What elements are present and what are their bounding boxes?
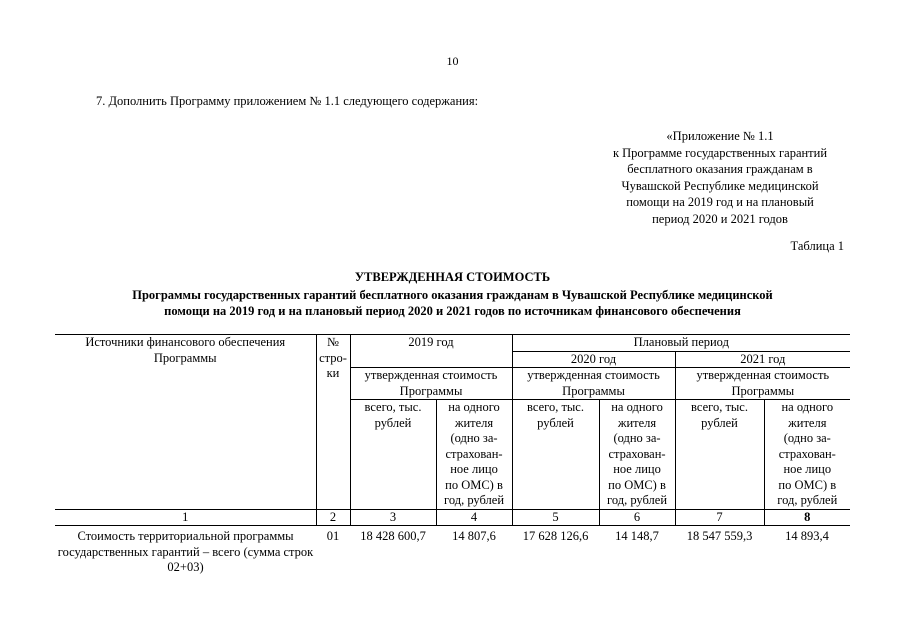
per-capita-line: на одного bbox=[448, 400, 500, 414]
per-capita-line: (одно за- bbox=[613, 431, 661, 445]
header-2019: 2019 год bbox=[350, 335, 512, 368]
appendix-line: бесплатного оказания гражданам в bbox=[627, 162, 813, 176]
per-capita-line: ное лицо bbox=[783, 462, 832, 476]
column-number: 7 bbox=[675, 509, 764, 526]
column-number: 2 bbox=[316, 509, 350, 526]
document-title: УТВЕРЖДЕННАЯ СТОИМОСТЬ bbox=[354, 270, 551, 284]
table-row bbox=[55, 526, 850, 576]
per-capita-line: (одно за- bbox=[450, 431, 498, 445]
header-row-number-line: ки bbox=[326, 366, 340, 380]
header-cost-2020: утвержденная стоимость Программы bbox=[512, 368, 675, 400]
row-name: Стоимость территориальной программы государственных гарантий – всего (сумма строк 02+03) bbox=[57, 529, 314, 574]
row-number: 01 bbox=[326, 529, 340, 543]
cell-2021-per-capita: 14 893,4 bbox=[785, 529, 829, 543]
per-capita-line: страхован- bbox=[445, 446, 503, 461]
document-subtitle bbox=[70, 287, 835, 319]
subtitle-line: Программы государственных гарантий бесплатного оказания гражданам в Чувашской Республике медицинской bbox=[132, 288, 773, 302]
appendix-line: «Приложение № 1.1 bbox=[666, 129, 774, 143]
header-per-capita-2019 bbox=[436, 400, 512, 510]
column-number: 4 bbox=[436, 509, 512, 526]
header-2021: 2021 год bbox=[675, 351, 850, 368]
appendix-line: помощи на 2019 год и на плановый bbox=[626, 195, 814, 209]
subtitle-line: помощи на 2019 год и на плановый период 2020 и 2021 годов по источникам финансового обеспечения bbox=[164, 304, 741, 318]
per-capita-line: жителя bbox=[788, 415, 827, 430]
header-per-capita-2021 bbox=[764, 400, 850, 510]
header-sources: Источники финансового обеспечения Программы bbox=[55, 335, 316, 510]
header-cost-2019: утвержденная стоимость Программы bbox=[350, 368, 512, 400]
column-number: 3 bbox=[350, 509, 436, 526]
appendix-line: Чувашской Республике медицинской bbox=[621, 178, 819, 193]
page-number: 10 bbox=[446, 54, 459, 68]
column-number: 8 bbox=[764, 509, 850, 526]
header-2020: 2020 год bbox=[512, 351, 675, 368]
cell-2020-total: 17 628 126,6 bbox=[522, 529, 589, 543]
header-total-2020: всего, тыс. рублей bbox=[512, 400, 599, 510]
per-capita-line: год, рублей bbox=[607, 493, 668, 507]
header-total-2019: всего, тыс. рублей bbox=[350, 400, 436, 510]
appendix-line: период 2020 и 2021 годов bbox=[652, 211, 788, 226]
column-number: 1 bbox=[55, 509, 316, 526]
appendix-header bbox=[565, 128, 875, 227]
per-capita-line: страхован- bbox=[778, 446, 836, 461]
column-number: 6 bbox=[599, 509, 675, 526]
header-total-2021: всего, тыс. рублей bbox=[675, 400, 764, 510]
cell-2020-per-capita: 14 148,7 bbox=[615, 529, 659, 543]
per-capita-line: ное лицо bbox=[450, 462, 498, 476]
per-capita-line: на одного bbox=[781, 400, 834, 414]
per-capita-line: по ОМС) в bbox=[445, 477, 503, 492]
per-capita-line: на одного bbox=[611, 400, 663, 414]
header-per-capita-2020 bbox=[599, 400, 675, 510]
appendix-line: к Программе государственных гарантий bbox=[612, 145, 828, 160]
header-cost-2021: утвержденная стоимость Программы bbox=[675, 368, 850, 400]
per-capita-line: по ОМС) в bbox=[608, 477, 666, 492]
per-capita-line: по ОМС) в bbox=[778, 477, 837, 492]
per-capita-line: жителя bbox=[617, 415, 657, 430]
per-capita-line: жителя bbox=[454, 415, 494, 430]
per-capita-line: год, рублей bbox=[777, 493, 838, 507]
cell-2019-total: 18 428 600,7 bbox=[360, 529, 426, 543]
per-capita-line: ное лицо bbox=[613, 462, 661, 476]
header-row-number bbox=[316, 335, 350, 510]
per-capita-line: год, рублей bbox=[444, 493, 505, 507]
header-plan-period: Плановый период bbox=[512, 335, 850, 352]
cost-table bbox=[55, 334, 850, 576]
per-capita-line: (одно за- bbox=[783, 431, 831, 445]
per-capita-line: страхован- bbox=[608, 446, 666, 461]
cell-2019-per-capita: 14 807,6 bbox=[452, 529, 496, 543]
cell-2021-total: 18 547 559,3 bbox=[686, 529, 753, 543]
column-number-row bbox=[55, 509, 850, 526]
column-number: 5 bbox=[512, 509, 599, 526]
intro-paragraph: 7. Дополнить Программу приложением № 1.1 следующего содержания: bbox=[96, 94, 479, 108]
header-row-number-line: стро- bbox=[319, 350, 347, 365]
header-row-number-line: № bbox=[327, 335, 339, 349]
table-label: Таблица 1 bbox=[790, 239, 844, 253]
